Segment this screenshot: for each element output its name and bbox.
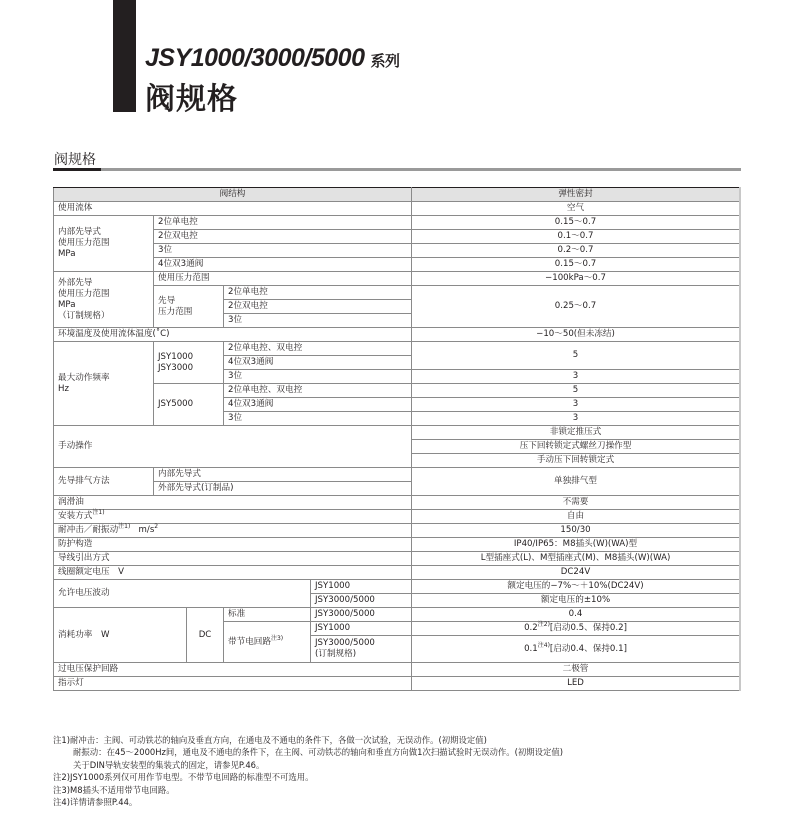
sub-label: 4位双3通阀: [154, 258, 412, 272]
sub-label: 2位单电控: [224, 286, 412, 300]
row-label: [54, 342, 154, 426]
row-value: DC24V: [412, 566, 740, 580]
value-main: 0.1: [524, 643, 538, 654]
row-value: 150/30: [412, 524, 740, 538]
table-row: [54, 580, 741, 594]
label-line: 先导: [158, 295, 176, 306]
section-divider-accent: [53, 168, 101, 171]
title-accent-bar: [113, 0, 136, 112]
row-label: 先导排气方法: [54, 468, 154, 496]
footnote-ref: 注1): [118, 523, 131, 531]
model-label: JSY3000/5000: [311, 594, 412, 608]
label-line: 外部先导: [58, 277, 93, 288]
label-line: （订制规格）: [58, 310, 110, 321]
unit-exponent: 2: [154, 523, 159, 531]
row-value: L型插座式(L)、M型插座式(M)、M8插头(W)(WA): [412, 552, 740, 566]
table-row: [54, 230, 741, 244]
table-row: [54, 468, 741, 482]
value-detail: [启动0.5、保持0.2]: [549, 623, 627, 633]
table-row: [54, 272, 741, 286]
sub-label: 3位: [224, 314, 412, 328]
series-label: 系列: [370, 53, 400, 70]
row-value: 5: [412, 342, 740, 370]
row-label: [54, 524, 412, 538]
sub-label: 2位双电控: [154, 230, 412, 244]
row-value: 0.4: [412, 608, 740, 622]
table-row: [54, 677, 741, 691]
row-value: LED: [412, 677, 740, 691]
label-line: JSY1000: [158, 351, 194, 362]
table-row: [54, 552, 741, 566]
footnote-ref: 注3): [270, 634, 284, 642]
sub-label: 3位: [224, 412, 412, 426]
table-row: [54, 342, 741, 356]
table-row: [54, 663, 741, 677]
row-label: 指示灯: [54, 677, 412, 691]
row-label: 使用流体: [54, 202, 412, 216]
footnotes: [53, 734, 563, 808]
row-value: 二极管: [412, 663, 740, 677]
row-value: 0.2～0.7: [412, 244, 740, 258]
label-line: MPa: [58, 299, 76, 310]
table-row: [54, 496, 741, 510]
label-text: 带节电回路: [228, 636, 271, 647]
footnote: 关于DIN导轨安装型的集装式的固定，请参见P.46。: [73, 759, 265, 770]
table-header-row: [54, 188, 741, 202]
footnote: 注3)M8插头不适用带节电回路。: [53, 784, 175, 795]
model-label: [311, 636, 412, 663]
row-value: 0.15～0.7: [412, 258, 740, 272]
row-label: [54, 510, 412, 524]
sub-label: 标准: [224, 608, 311, 622]
row-label: [54, 216, 154, 272]
footnote-ref: 注1): [92, 509, 105, 517]
row-value: 额定电压的±10%: [412, 594, 740, 608]
row-value: 非锁定推压式: [412, 426, 740, 440]
sub-label: 2位单电控: [154, 216, 412, 230]
footnote: 注4)详情请参照P.44。: [53, 797, 138, 808]
footnote: 耐振动：在45～2000Hz间，通电及不通电的条件下，在主阀、可动铁芯的轴向和垂直方向做1次扫描试验时无误动作。(初期设定值): [73, 747, 564, 758]
model-label: JSY5000: [154, 384, 224, 426]
row-label: 润滑油: [54, 496, 412, 510]
model-label: JSY1000: [311, 580, 412, 594]
row-label: 导线引出方式: [54, 552, 412, 566]
sub-label: [154, 286, 224, 328]
row-value: 不需要: [412, 496, 740, 510]
sub-label: 2位双电控: [224, 300, 412, 314]
row-value: IP40/IP65：M8插头(W)(WA)型: [412, 538, 740, 552]
label-text: 安装方式: [58, 511, 93, 521]
value-detail: [启动0.4、保持0.1]: [549, 643, 627, 654]
table-row: [54, 384, 741, 398]
sub-label: 2位单电控、双电控: [224, 384, 412, 398]
table-row: [54, 510, 741, 524]
row-value: 压下回转锁定式螺丝刀操作型: [412, 440, 740, 454]
row-value: [412, 636, 740, 663]
model-label: JSY3000/5000: [311, 608, 412, 622]
series-title: [145, 44, 400, 73]
row-label: 防护构造: [54, 538, 412, 552]
col-header-structure: 阀结构: [54, 188, 412, 202]
row-value: 3: [412, 412, 740, 426]
label-line: JSY3000: [158, 362, 194, 373]
footnote: 注2)JSY1000系列仅可用作节电型。不带节电回路的标准型不可选用。: [53, 772, 314, 783]
sub-label: 4位双3通阀: [224, 398, 412, 412]
sub-label: 2位单电控、双电控: [224, 342, 412, 356]
label-line: 使用压力范围: [58, 288, 110, 299]
row-value: 单独排气型: [412, 468, 740, 496]
model-label: [154, 342, 224, 384]
row-value: 手动压下回转锁定式: [412, 454, 740, 468]
table-row: [54, 538, 741, 552]
row-value: 空气: [412, 202, 740, 216]
table-row: [54, 524, 741, 538]
table-row: [54, 258, 741, 272]
row-value: 0.15～0.7: [412, 216, 740, 230]
label-line: Hz: [58, 383, 69, 394]
valve-spec-table: [53, 187, 741, 691]
row-value: −10～50(但未冻结): [412, 328, 740, 342]
label-line: 使用压力范围: [58, 238, 110, 248]
label-line: (订制规格): [315, 649, 357, 659]
row-value: 0.25～0.7: [412, 286, 740, 328]
table-row: [54, 286, 741, 300]
row-label: 线圈额定电压 V: [54, 566, 412, 580]
row-value: 3: [412, 398, 740, 412]
sub-label: [224, 622, 311, 663]
section-title: 阀规格: [54, 152, 96, 168]
label-line: 内部先导式: [58, 227, 101, 237]
table-row: [54, 426, 741, 440]
label-text: 耐冲击／耐振动: [58, 525, 119, 535]
row-value: 额定电压的−7%～＋10%(DC24V): [412, 580, 740, 594]
row-label: 过电压保护回路: [54, 663, 412, 677]
row-value: 自由: [412, 510, 740, 524]
model-label: JSY1000: [311, 622, 412, 636]
label-line: 压力范围: [158, 306, 193, 317]
sub-label: 使用压力范围: [154, 272, 412, 286]
section-divider: [53, 168, 741, 171]
sub-label: 内部先导式: [154, 468, 412, 482]
row-label: 允许电压波动: [54, 580, 311, 608]
sub-label: 3位: [154, 244, 412, 258]
row-value: [412, 622, 740, 636]
dc-label: DC: [187, 608, 224, 663]
footnote-ref: 注2): [537, 621, 550, 629]
label-line: MPa: [58, 249, 76, 259]
label-line: 最大动作频率: [58, 372, 110, 383]
table-row: [54, 202, 741, 216]
footnote-ref: 注4): [537, 641, 550, 649]
table-row: [54, 244, 741, 258]
table-row: [54, 608, 741, 622]
row-label: [54, 272, 154, 328]
col-header-seal: 弹性密封: [412, 188, 740, 202]
page-title: 阀规格: [145, 82, 238, 117]
value-main: 0.2: [524, 623, 538, 633]
row-value: 5: [412, 384, 740, 398]
sub-label: 外部先导式(订制品): [154, 482, 412, 496]
sub-label: 3位: [224, 370, 412, 384]
table-row: [54, 216, 741, 230]
unit-text: m/s: [138, 525, 155, 535]
table-row: [54, 566, 741, 580]
series-model: JSY1000/3000/5000: [145, 44, 365, 72]
row-value: −100kPa～0.7: [412, 272, 740, 286]
table-row: [54, 328, 741, 342]
sub-label: 4位双3通阀: [224, 356, 412, 370]
row-value: 0.1～0.7: [412, 230, 740, 244]
row-label: 手动操作: [54, 426, 412, 468]
row-label: 消耗功率 W: [54, 608, 187, 663]
label-line: JSY3000/5000: [315, 638, 375, 648]
row-label: 环境温度及使用流体温度(˚C): [54, 328, 412, 342]
row-value: 3: [412, 370, 740, 384]
footnote: 注1)耐冲击：主阀、可动铁芯的轴向及垂直方向，在通电及不通电的条件下，各做一次试验，无误动作。(初期设定值): [53, 735, 487, 745]
